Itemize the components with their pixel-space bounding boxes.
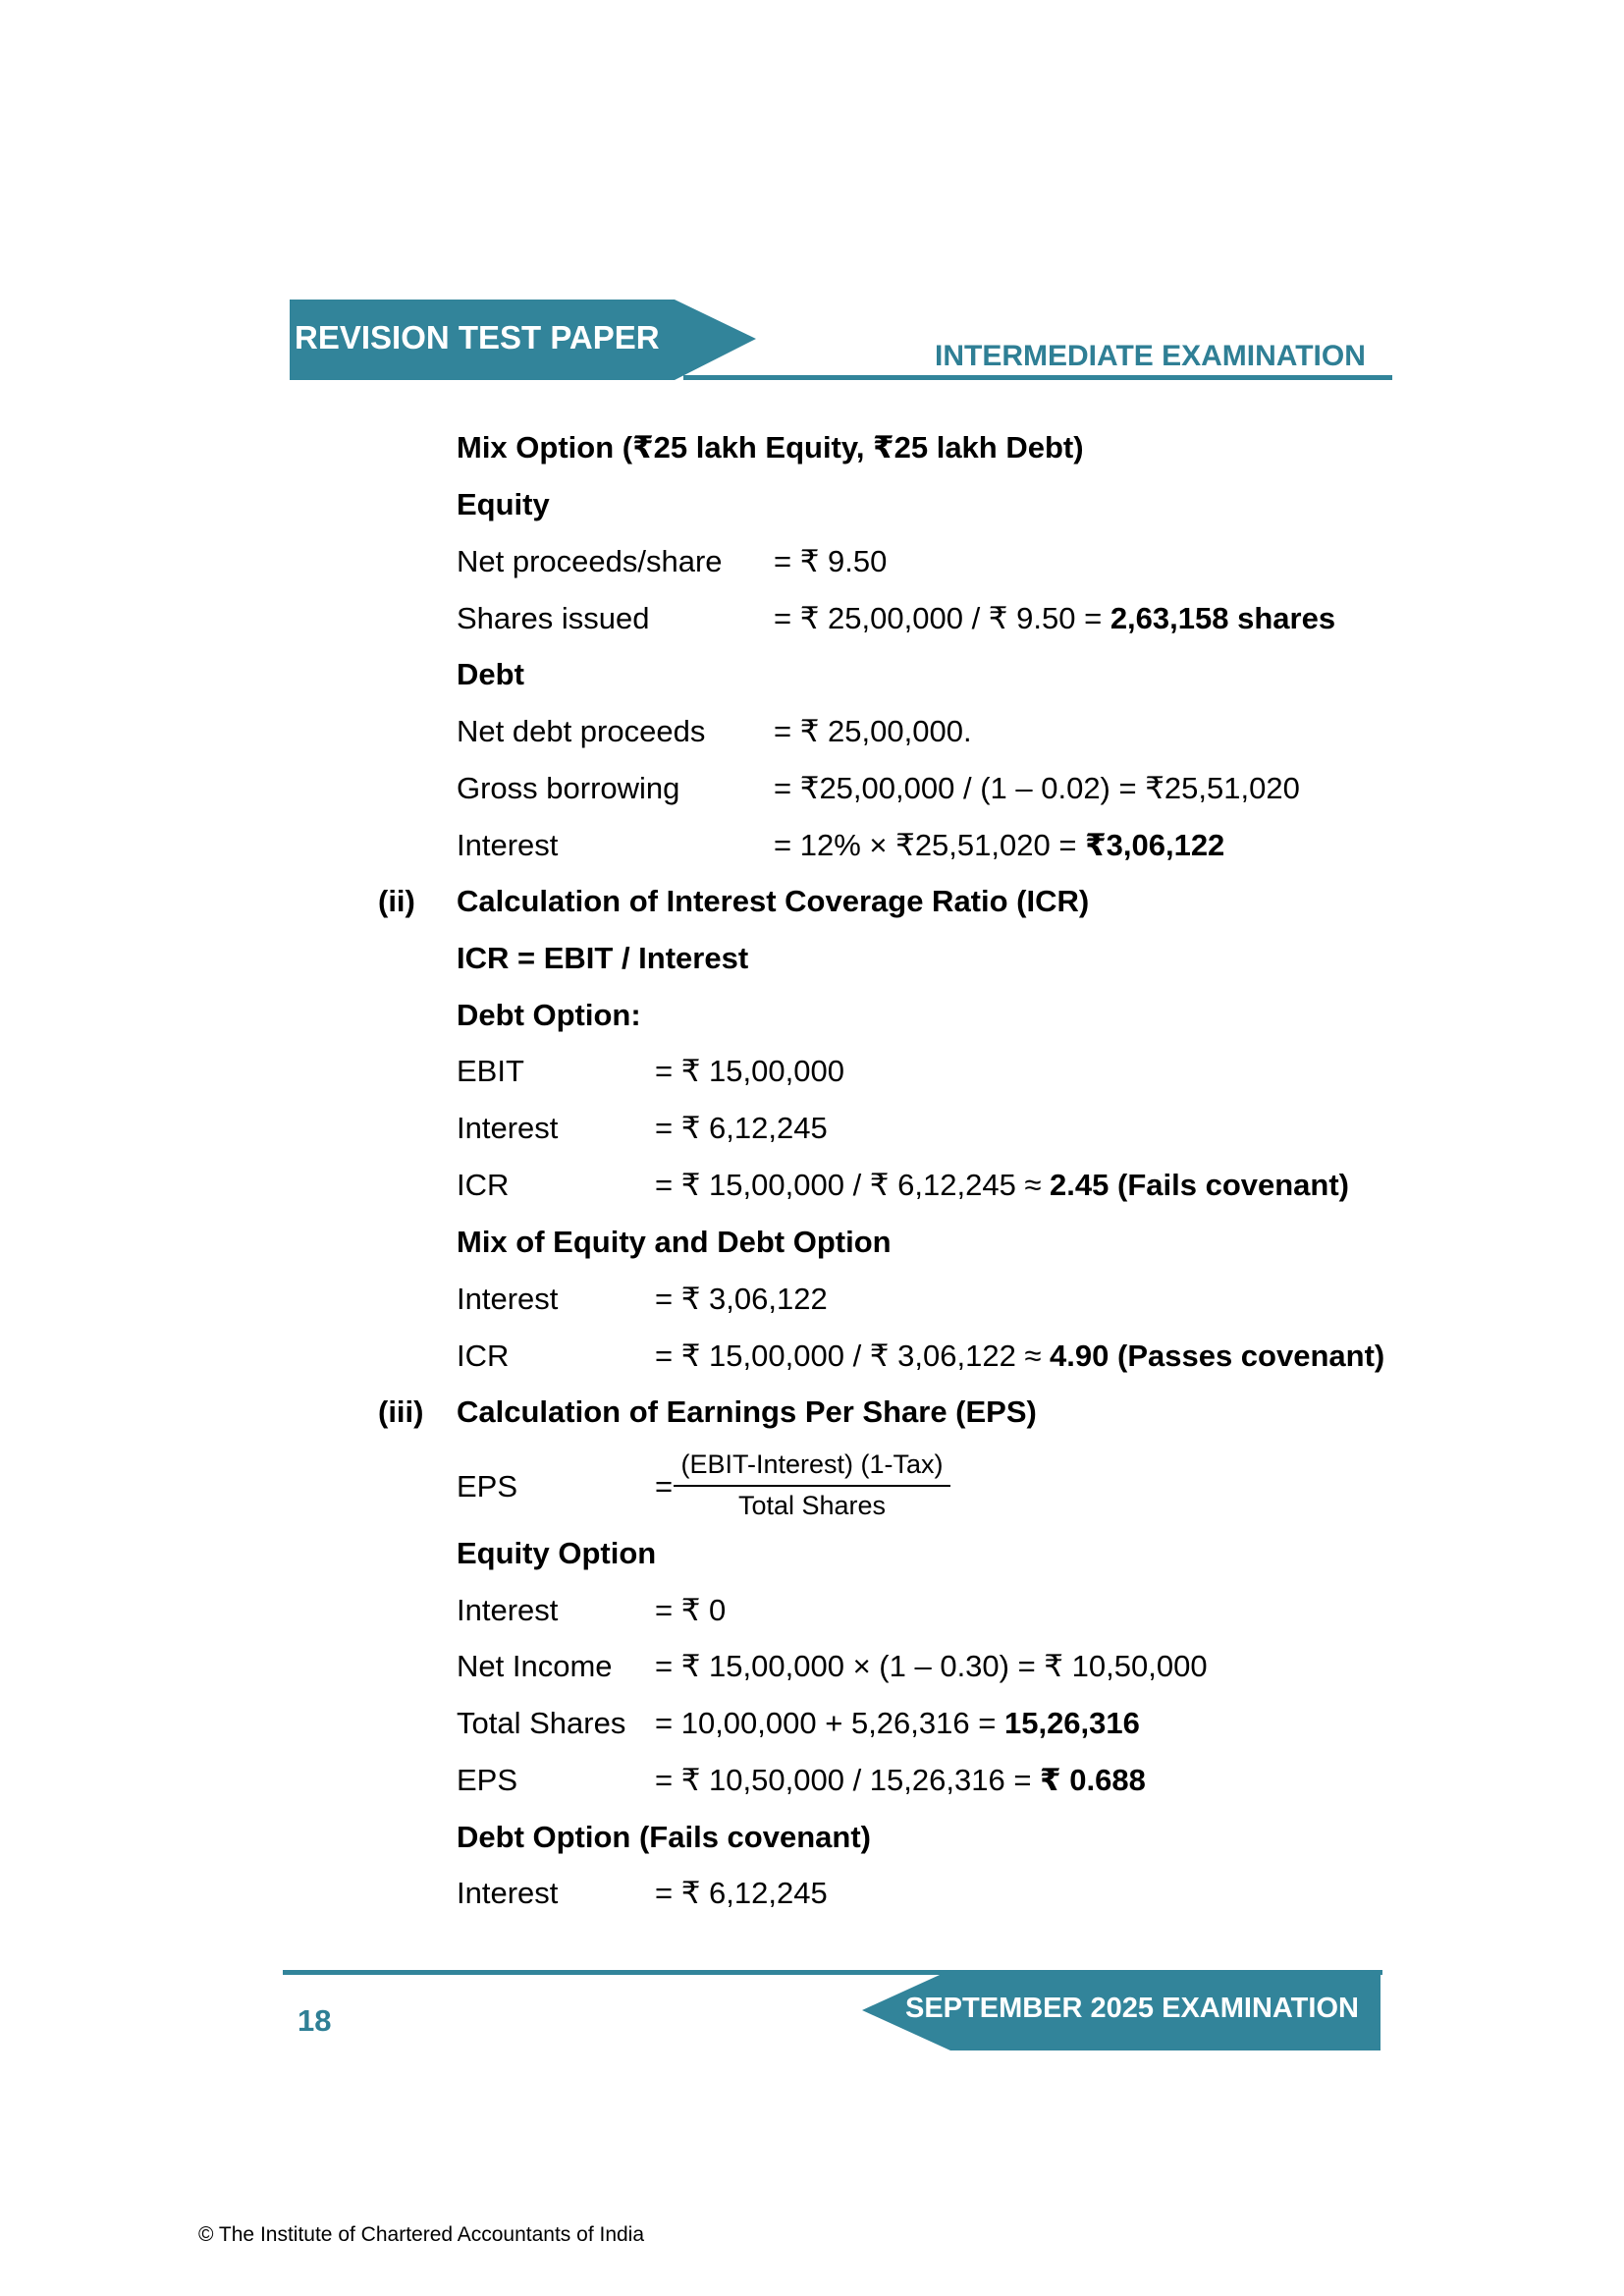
section-title: Calculation of Earnings Per Share (EPS) bbox=[457, 1394, 1037, 1429]
row-value: = ₹ 15,00,000 / ₹ 3,06,122 ≈ 4.90 (Passes covenant) bbox=[655, 1339, 1385, 1373]
row-value: = ₹ 9.50 bbox=[774, 544, 888, 578]
row-value: = 12% × ₹25,51,020 = ₹3,06,122 bbox=[774, 828, 1225, 862]
equity-heading: Equity bbox=[457, 487, 550, 521]
row-value: = ₹ 3,06,122 bbox=[655, 1282, 828, 1316]
row-label: Net debt proceeds bbox=[457, 714, 706, 748]
row-label: Total Shares bbox=[457, 1706, 626, 1740]
row-label: Net Income bbox=[457, 1649, 613, 1683]
row-label: Interest bbox=[457, 1111, 559, 1145]
row-value: = ₹ 0 bbox=[655, 1593, 727, 1627]
row-value: = ₹ 25,00,000 / ₹ 9.50 = 2,63,158 shares bbox=[774, 601, 1336, 635]
row-value: = ₹ 6,12,245 bbox=[655, 1111, 828, 1145]
row-value: = ₹ 10,50,000 / 15,26,316 = ₹ 0.688 bbox=[655, 1763, 1146, 1797]
fraction-bar bbox=[674, 1485, 950, 1487]
section-title: Calculation of Interest Coverage Ratio (ICR) bbox=[457, 884, 1090, 918]
section-number: (iii) bbox=[378, 1394, 424, 1429]
mix-option-title: Mix Option (₹25 lakh Equity, ₹25 lakh Debt) bbox=[457, 430, 1084, 465]
eps-denominator: Total Shares bbox=[737, 1491, 887, 1520]
header-banner-text: REVISION TEST PAPER bbox=[295, 319, 660, 355]
page-number: 18 bbox=[298, 2003, 332, 2038]
row-value: = 10,00,000 + 5,26,316 = 15,26,316 bbox=[655, 1706, 1140, 1740]
row-value: = ₹ 15,00,000 bbox=[655, 1054, 844, 1088]
debt-heading: Debt bbox=[457, 657, 524, 691]
footer-banner-text: SEPTEMBER 2025 EXAMINATION bbox=[905, 1993, 1359, 2024]
row-label: ICR bbox=[457, 1339, 510, 1373]
row-label: EBIT bbox=[457, 1054, 524, 1088]
eps-equals: = bbox=[655, 1469, 674, 1503]
row-label: Interest bbox=[457, 1876, 559, 1910]
row-label: Net proceeds/share bbox=[457, 544, 723, 578]
row-label: ICR bbox=[457, 1168, 510, 1202]
equity-option-heading: Equity Option bbox=[457, 1536, 657, 1570]
row-label: Interest bbox=[457, 828, 559, 862]
row-value: = ₹ 15,00,000 / ₹ 6,12,245 ≈ 2.45 (Fails covenant) bbox=[655, 1168, 1349, 1202]
debt-option-heading: Debt Option: bbox=[457, 998, 641, 1032]
row-label: Shares issued bbox=[457, 601, 650, 635]
row-value: = ₹ 6,12,245 bbox=[655, 1876, 828, 1910]
row-label: Gross borrowing bbox=[457, 771, 680, 805]
row-label: EPS bbox=[457, 1763, 518, 1797]
header-right-title: INTERMEDIATE EXAMINATION bbox=[935, 340, 1366, 372]
eps-numerator: (EBIT-Interest) (1-Tax) bbox=[680, 1449, 944, 1479]
row-label: Interest bbox=[457, 1593, 559, 1627]
eps-label: EPS bbox=[457, 1469, 518, 1503]
icr-formula: ICR = EBIT / Interest bbox=[457, 941, 749, 975]
debt-fail-heading: Debt Option (Fails covenant) bbox=[457, 1820, 871, 1854]
row-value: = ₹ 25,00,000. bbox=[774, 714, 972, 748]
row-value: = ₹ 15,00,000 × (1 – 0.30) = ₹ 10,50,000 bbox=[655, 1649, 1208, 1683]
mix-option-heading: Mix of Equity and Debt Option bbox=[457, 1225, 892, 1259]
row-label: Interest bbox=[457, 1282, 559, 1316]
section-number: (ii) bbox=[378, 884, 415, 918]
row-value: = ₹25,00,000 / (1 – 0.02) = ₹25,51,020 bbox=[774, 771, 1300, 805]
copyright-text: © The Institute of Chartered Accountants of India bbox=[198, 2223, 645, 2246]
